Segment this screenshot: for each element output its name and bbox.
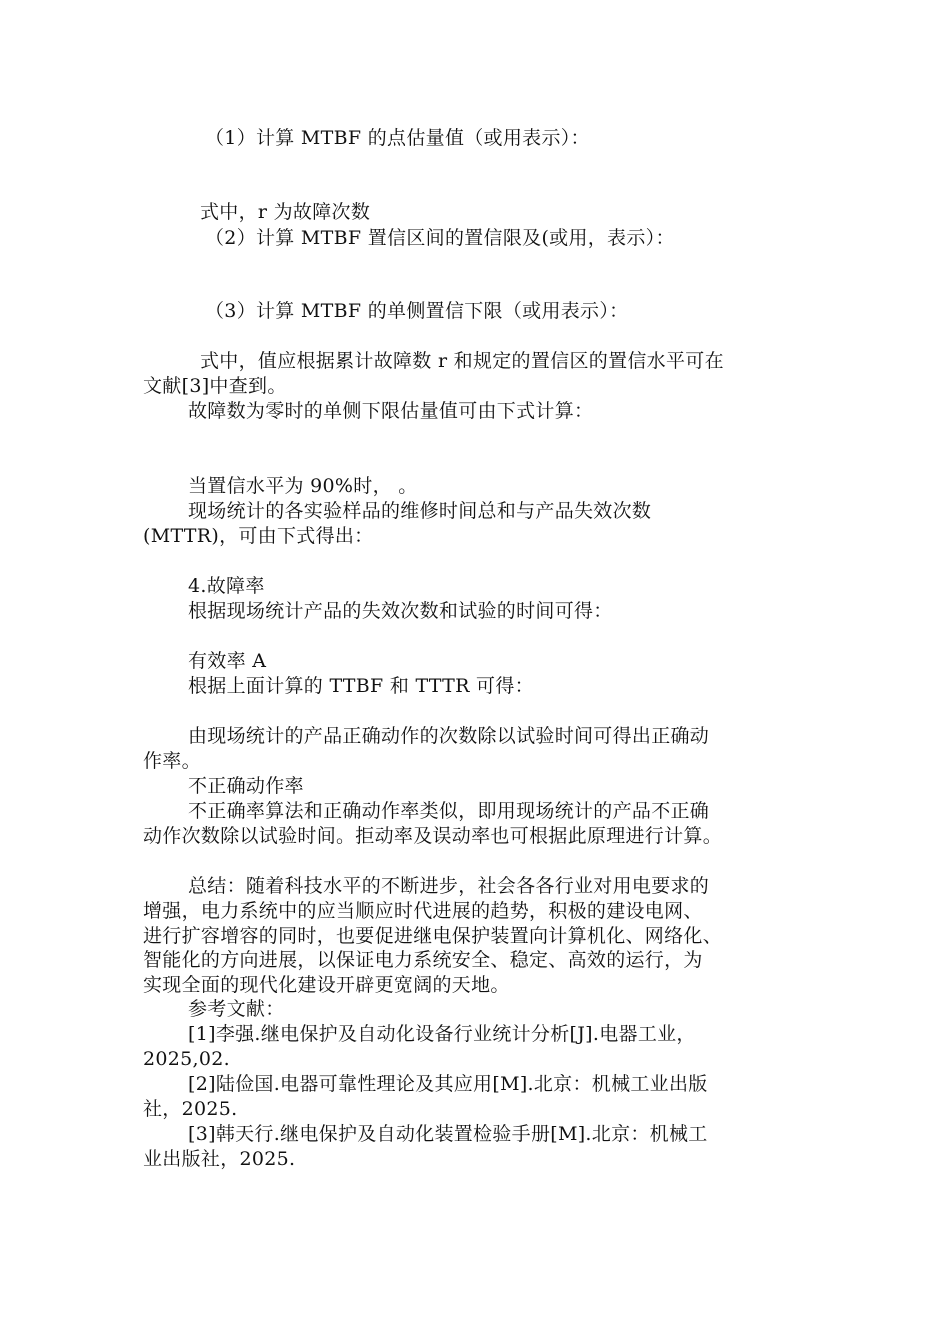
correct-operation-line-2: 作率。 [143, 750, 201, 772]
mtbf-lower-note-line-2: 文献[3]中查到。 [143, 375, 287, 397]
mttr-line-1: 现场统计的各实验样品的维修时间总和与产品失效次数 [188, 500, 652, 522]
availability-text: 根据上面计算的 TTBF 和 TTTR 可得： [188, 675, 534, 697]
mtbf-interval-heading: （2）计算 MTBF 置信区间的置信限及(或用，表示）： [205, 227, 675, 249]
incorrect-operation-line-2: 动作次数除以试验时间。拒动率及误动率也可根据此原理进行计算。 [143, 825, 723, 847]
reference-3-line-2: 业出版社，2025. [143, 1148, 296, 1170]
summary-line-3: 进行扩容增容的同时，也要促进继电保护装置向计算机化、网络化、 [143, 925, 723, 947]
mtbf-lower-note-line-1: 式中，值应根据累计故障数 r 和规定的置信区的置信水平可在 [200, 350, 724, 372]
availability-heading: 有效率 A [188, 650, 267, 672]
summary-line-2: 增强，电力系统中的应当顺应时代进展的趋势，积极的建设电网、 [143, 900, 703, 922]
failure-rate-text: 根据现场统计产品的失效次数和试验的时间可得： [188, 600, 613, 622]
reference-1-line-1: [1]李强.继电保护及自动化设备行业统计分析[J].电器工业， [188, 1023, 696, 1045]
mtbf-lower-heading: （3）计算 MTBF 的单侧置信下限（或用表示）： [205, 300, 629, 322]
mttr-line-2: (MTTR)，可由下式得出： [143, 525, 374, 547]
incorrect-operation-line-1: 不正确率算法和正确动作率类似，即用现场统计的产品不正确 [188, 800, 710, 822]
reference-3-line-1: [3]韩天行.继电保护及自动化装置检验手册[M].北京：机械工 [188, 1123, 708, 1145]
correct-operation-line-1: 由现场统计的产品正确动作的次数除以试验时间可得出正确动 [188, 725, 710, 747]
reference-2-line-2: 社，2025. [143, 1098, 238, 1120]
reference-2-line-1: [2]陆俭国.电器可靠性理论及其应用[M].北京：机械工业出版 [188, 1073, 708, 1095]
summary-line-1: 总结：随着科技水平的不断进步，社会各各行业对用电要求的 [188, 875, 710, 897]
mtbf-point-heading: （1）计算 MTBF 的点估量值（或用表示）： [205, 127, 590, 149]
zero-fault-text: 故障数为零时的单侧下限估量值可由下式计算： [188, 400, 594, 422]
incorrect-operation-heading: 不正确动作率 [188, 775, 304, 797]
summary-line-4: 智能化的方向进展，以保证电力系统安全、稳定、高效的运行，为 [143, 949, 703, 971]
failure-rate-heading: 4.故障率 [188, 575, 265, 597]
confidence-90-text: 当置信水平为 90%时， 。 [188, 475, 418, 497]
references-heading: 参考文献： [188, 998, 285, 1020]
summary-line-5: 实现全面的现代化建设开辟更宽阔的天地。 [143, 974, 510, 996]
reference-1-line-2: 2025,02. [143, 1048, 231, 1070]
mtbf-point-note: 式中，r 为故障次数 [200, 201, 371, 223]
